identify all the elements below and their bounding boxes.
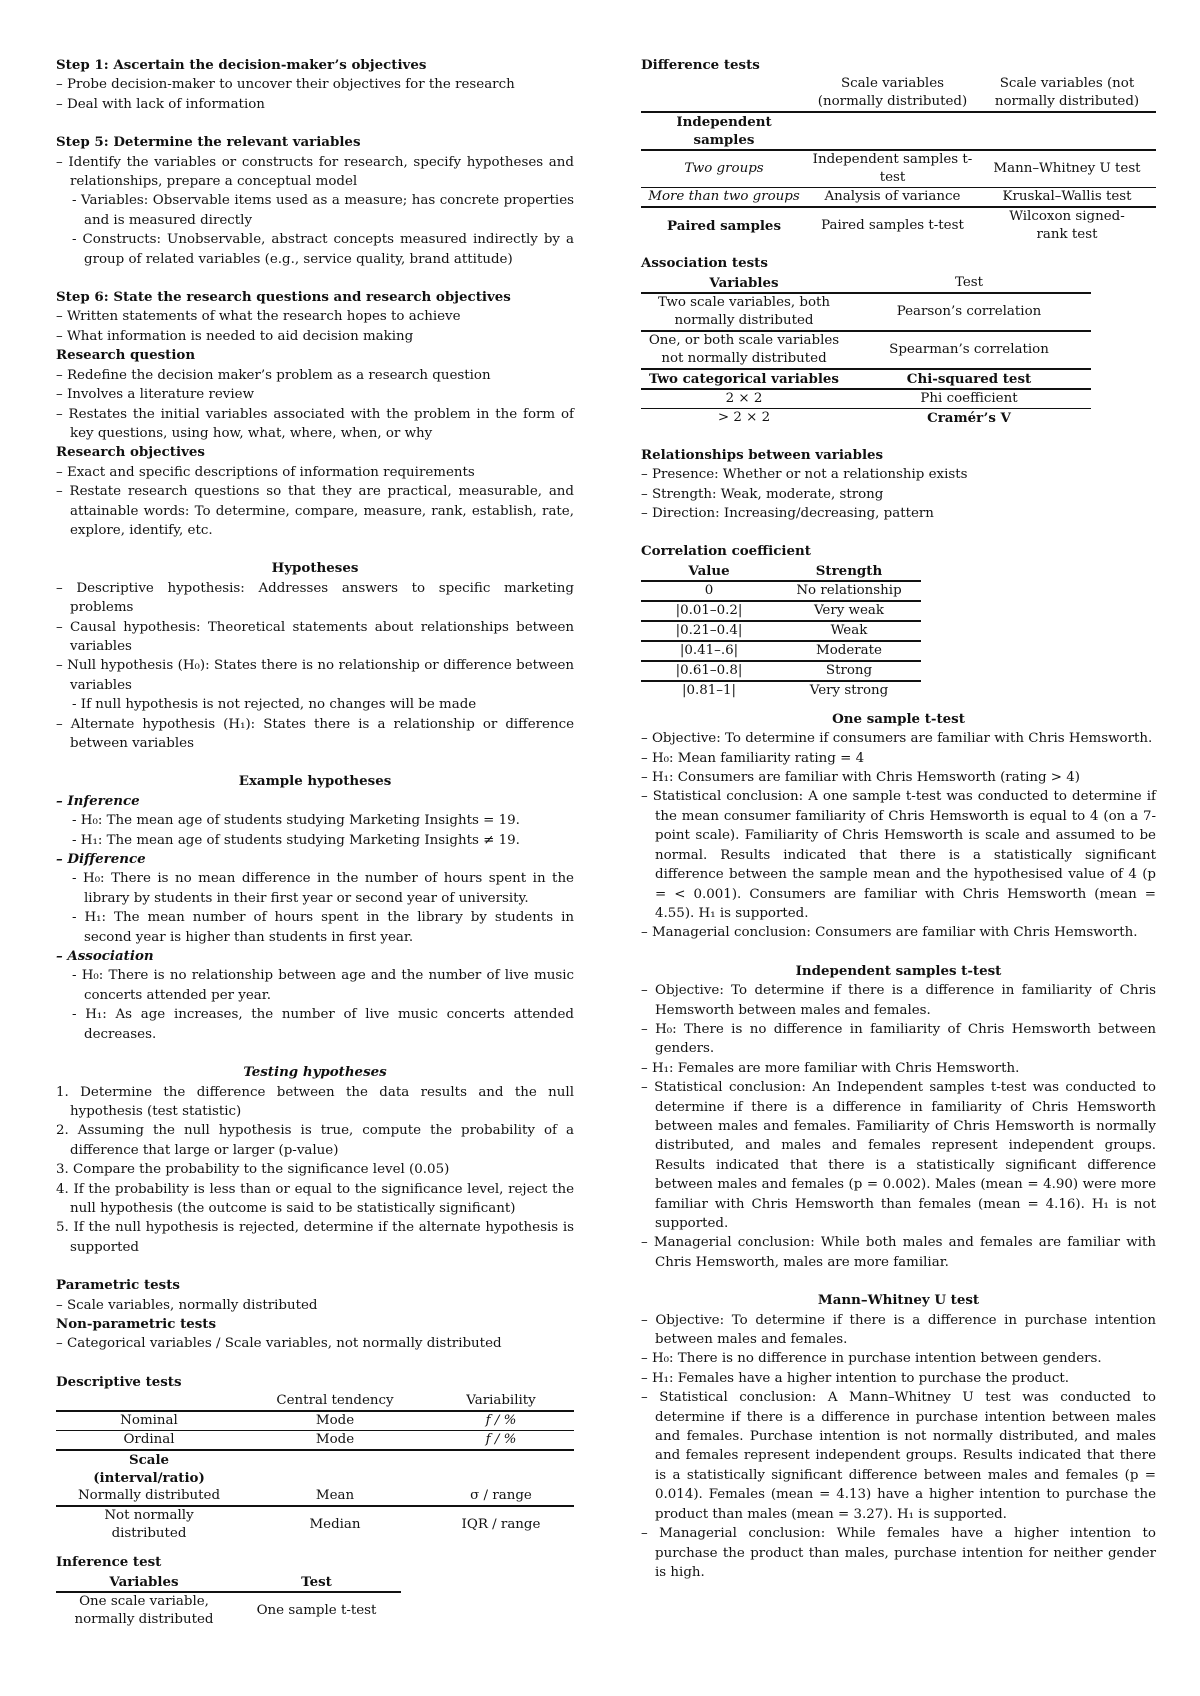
table-cell: Median xyxy=(309,1517,361,1533)
descriptive-tests-title: Descriptive tests xyxy=(56,1373,182,1390)
hypothesis-item: – Descriptive hypothesis: Addresses answers to specific marketing problems xyxy=(56,580,574,616)
table-cell: Strong xyxy=(825,662,873,678)
right-column xyxy=(641,56,1156,1582)
relationship-item: – Direction: Increasing/decreasing, pattern xyxy=(641,506,934,522)
difference-tests-title: Difference tests xyxy=(641,57,760,73)
example-item: - H₁: The mean age of students studying Marketing Insights ≠ 19. xyxy=(72,832,520,848)
table-row xyxy=(56,1411,574,1431)
relationships-title: Relationships between variables xyxy=(641,446,884,463)
table-cell: One, or both scale variables not normally distributed xyxy=(648,332,840,366)
table-header: Strength xyxy=(815,562,883,579)
table-cell xyxy=(242,1450,428,1487)
testing-step: 5. If the null hypothesis is rejected, determine if the alternate hypothesis is supported xyxy=(56,1220,574,1255)
independent-item: – Statistical conclusion: An Independent samples t-test was conducted to determine if there is a difference in familiarity of Chris Hemsworth between males and females. Familiarity of Chris Hemsworth is normally distributed, and males and females represent independent groups. Results indicated that there is a statistically significant difference between males and females (p = 0.002). Males (mean = 4.90) were more familiar with Chris Hemsworth than females (mean = 4.16). H₁ is not supported. xyxy=(641,1080,1156,1231)
step5-item: – Identify the variables or constructs for research, specify hypotheses and relationships, prepare a conceptual model xyxy=(56,154,574,190)
table-cell: Mode xyxy=(315,1432,355,1448)
table-cell: Chi-squared test xyxy=(906,370,1032,387)
table-row xyxy=(641,581,921,601)
table-row xyxy=(56,1506,574,1543)
table-row xyxy=(641,389,1091,409)
independent-item: – H₁: Females are more familiar with Chris Hemsworth. xyxy=(641,1060,1020,1076)
table-cell: Mean xyxy=(315,1488,355,1504)
hypothesis-sub: - If null hypothesis is not rejected, no changes will be made xyxy=(72,697,477,713)
table-cell: Very weak xyxy=(813,602,885,618)
table-cell: f / % xyxy=(485,1413,517,1429)
table-cell: |0.01–0.2| xyxy=(675,602,743,618)
table-cell: Paired samples xyxy=(667,218,781,235)
parametric-item: – Scale variables, normally distributed xyxy=(56,1297,318,1313)
table-row xyxy=(56,1450,574,1487)
table-header xyxy=(56,1392,242,1411)
one-sample-title: One sample t-test xyxy=(832,710,965,727)
table-header: Scale variables (not normally distributed) xyxy=(994,76,1140,110)
step6-item: – What information is needed to aid decision making xyxy=(56,328,414,344)
example-item: - H₀: There is no mean difference in the number of hours spent in the library by students in their first year or second year of university. xyxy=(72,871,574,906)
inference-test-title: Inference test xyxy=(56,1554,162,1571)
independent-title: Independent samples t-test xyxy=(795,962,1002,979)
table-row xyxy=(641,661,921,681)
table-header: Variability xyxy=(466,1393,536,1409)
hypothesis-item: – Alternate hypothesis (H₁): States there is a relationship or difference between variables xyxy=(56,716,574,751)
table-cell: Two groups xyxy=(684,161,764,177)
one-sample-item: – Objective: To determine if consumers are familiar with Chris Hemsworth. xyxy=(641,731,1153,747)
table-row xyxy=(641,621,921,641)
table-header: Central tendency xyxy=(276,1393,394,1409)
mann-whitney-item: – Statistical conclusion: A Mann–Whitney U test was conducted to determine if there is a difference in purchase intention between males and females. Purchase intention is not normally distributed, and males and females represent independent groups. Results indicated that there is a statistically significant difference between males and females (p = 0.014). Females (mean = 4.13) have a higher intention to purchase the product than males (mean = 3.27). H₁ is supported. xyxy=(641,1390,1156,1522)
hypothesis-item: – Causal hypothesis: Theoretical statements about relationships between variables xyxy=(56,619,574,654)
table-cell: Two categorical variables xyxy=(649,370,839,387)
table-header: Test xyxy=(301,1573,332,1590)
table-cell: Very strong xyxy=(809,682,889,698)
table-row xyxy=(641,369,1091,389)
independent-item: – Objective: To determine if there is a difference in familiarity of Chris Hemsworth between males and females. xyxy=(641,983,1156,1018)
table-cell: Scale (interval/ratio) xyxy=(93,1452,205,1487)
difference-label: – Difference xyxy=(56,851,146,868)
table-cell: Not normally distributed xyxy=(104,1508,194,1542)
table-cell: Normally distributed xyxy=(77,1488,221,1504)
step5-sub: - Constructs: Unobservable, abstract concepts measured indirectly by a group of related variables (e.g., service quality, brand attitude) xyxy=(72,232,574,267)
table-cell: Two scale variables, both normally distributed xyxy=(657,294,831,328)
parametric-title: Parametric tests xyxy=(56,1277,180,1294)
table-row xyxy=(641,641,921,661)
table-row xyxy=(641,112,1156,150)
correlation-table xyxy=(641,562,921,700)
table-cell: More than two groups xyxy=(648,189,800,205)
table-cell xyxy=(428,1450,574,1487)
table-row xyxy=(56,1592,401,1629)
table-cell: Weak xyxy=(830,622,868,638)
table-row xyxy=(641,331,1091,369)
table-row xyxy=(641,293,1091,331)
table-cell: Ordinal xyxy=(123,1432,175,1448)
table-cell: Analysis of variance xyxy=(824,189,961,205)
mann-whitney-item: – Managerial conclusion: While females have a higher intention to purchase the product than males, purchase intention for neither gender is high. xyxy=(641,1526,1156,1580)
rq-item: – Involves a literature review xyxy=(56,387,255,403)
rq-item: – Restates the initial variables associated with the problem in the form of key questions, using how, what, where, when, or why xyxy=(56,406,574,441)
table-cell: Nominal xyxy=(120,1413,178,1429)
table-cell: One scale variable, normally distributed xyxy=(74,1593,214,1627)
table-cell: Phi coefficient xyxy=(920,390,1018,406)
table-cell: > 2 × 2 xyxy=(717,409,771,425)
example-item: - H₁: As age increases, the number of live music concerts attended decreases. xyxy=(72,1007,574,1042)
nonparametric-title: Non-parametric tests xyxy=(56,1315,217,1332)
table-row xyxy=(641,681,921,700)
table-row xyxy=(641,408,1091,427)
example-hypotheses-title: Example hypotheses xyxy=(238,773,392,790)
table-row xyxy=(641,207,1156,244)
ro-item: – Restate research questions so that they are practical, measurable, and attainable words: To determine, compare, measure, rank, establish, rate, explore, identify, etc. xyxy=(56,484,574,538)
table-row xyxy=(641,601,921,621)
association-tests-title: Association tests xyxy=(641,255,768,272)
table-cell: Moderate xyxy=(816,642,882,658)
table-row xyxy=(641,188,1156,208)
descriptive-tests-table xyxy=(56,1392,574,1543)
rq-item: – Redefine the decision maker’s problem as a research question xyxy=(56,367,491,383)
independent-item: – H₀: There is no difference in familiarity of Chris Hemsworth between genders. xyxy=(641,1021,1156,1057)
mann-whitney-item: – Objective: To determine if there is a difference in purchase intention between males and females. xyxy=(641,1312,1156,1348)
hypothesis-item: – Null hypothesis (H₀): States there is no relationship or difference between variables xyxy=(56,658,574,693)
research-objectives-title: Research objectives xyxy=(56,444,205,461)
table-section: Independent samples xyxy=(676,114,772,149)
step5-title: Step 5: Determine the relevant variables xyxy=(56,134,361,151)
table-row xyxy=(56,1487,574,1506)
testing-hypotheses-title: Testing hypotheses xyxy=(243,1064,387,1081)
table-cell: σ / range xyxy=(470,1488,532,1504)
testing-step: 1. Determine the difference between the data results and the null hypothesis (test statistic) xyxy=(56,1084,574,1119)
one-sample-item: – H₀: Mean familiarity rating = 4 xyxy=(641,750,865,766)
step1-item: – Deal with lack of information xyxy=(56,96,265,112)
table-cell: IQR / range xyxy=(461,1517,541,1533)
table-row xyxy=(56,1431,574,1451)
step1-item: – Probe decision-maker to uncover their objectives for the research xyxy=(56,77,515,93)
step6-title: Step 6: State the research questions and research objectives xyxy=(56,289,511,306)
hypotheses-title: Hypotheses xyxy=(271,560,359,577)
table-cell: Spearman’s correlation xyxy=(889,341,1049,357)
nonparametric-item: – Categorical variables / Scale variables, not normally distributed xyxy=(56,1336,502,1352)
mann-whitney-title: Mann–Whitney U test xyxy=(817,1292,980,1309)
ro-item: – Exact and specific descriptions of information requirements xyxy=(56,464,475,480)
testing-step: 4. If the probability is less than or equal to the significance level, reject the null hypothesis (the outcome is said to be statistically significant) xyxy=(56,1181,574,1216)
association-label: – Association xyxy=(56,948,154,965)
table-cell: 2 × 2 xyxy=(725,390,763,406)
step1-title: Step 1: Ascertain the decision-maker’s objectives xyxy=(56,57,427,73)
table-header: Variables xyxy=(109,1573,179,1590)
table-header: Scale variables (normally distributed) xyxy=(817,76,968,110)
inference-label: – Inference xyxy=(56,792,140,809)
association-tests-table xyxy=(641,274,1091,427)
table-cell: Cramér’s V xyxy=(927,409,1011,426)
left-column xyxy=(56,56,574,1629)
table-header xyxy=(641,75,807,112)
table-header: Test xyxy=(954,274,984,290)
one-sample-item: – H₁: Consumers are familiar with Chris Hemsworth (rating > 4) xyxy=(641,770,1081,786)
table-cell: |0.81–1| xyxy=(681,682,737,698)
table-cell: |0.21–0.4| xyxy=(675,622,743,638)
step5-sub: - Variables: Observable items used as a measure; has concrete properties and is measured directly xyxy=(72,193,574,228)
example-item: - H₁: The mean number of hours spent in the library by students in second year is higher than students in first year. xyxy=(72,910,574,945)
table-cell: 0 xyxy=(704,582,714,598)
mann-whitney-item: – H₀: There is no difference in purchase intention between genders. xyxy=(641,1351,1102,1367)
table-cell: Mann–Whitney U test xyxy=(993,161,1141,177)
example-item: - H₀: The mean age of students studying Marketing Insights = 19. xyxy=(72,813,520,829)
table-cell: f / % xyxy=(485,1432,517,1448)
testing-step: 3. Compare the probability to the significance level (0.05) xyxy=(56,1162,450,1178)
table-cell: Independent samples t-test xyxy=(812,152,973,186)
research-question-title: Research question xyxy=(56,347,196,364)
table-cell: No relationship xyxy=(796,582,902,598)
table-cell: Paired samples t-test xyxy=(821,218,964,234)
table-cell: |0.41–.6| xyxy=(679,642,739,658)
table-cell: Mode xyxy=(315,1413,355,1429)
table-cell: |0.61–0.8| xyxy=(675,662,743,678)
table-cell xyxy=(978,112,1156,150)
testing-step: 2. Assuming the null hypothesis is true, compute the probability of a difference that large or larger (p-value) xyxy=(56,1123,574,1158)
table-row xyxy=(641,150,1156,188)
independent-item: – Managerial conclusion: While both males and females are familiar with Chris Hemsworth, males are more familiar. xyxy=(641,1235,1156,1270)
relationship-item: – Strength: Weak, moderate, strong xyxy=(641,486,884,502)
inference-test-table xyxy=(56,1573,401,1629)
table-cell: Wilcoxon signed-rank test xyxy=(1009,209,1125,243)
table-header: Variables xyxy=(709,274,779,291)
example-item: - H₀: There is no relationship between age and the number of live music concerts attended per year. xyxy=(72,968,574,1003)
one-sample-item: – Managerial conclusion: Consumers are familiar with Chris Hemsworth. xyxy=(641,925,1138,941)
table-header: Value xyxy=(688,562,730,579)
one-sample-item: – Statistical conclusion: A one sample t-test was conducted to determine if the mean consumer familiarity of Chris Hemsworth is equal to 4 (on a 7-point scale). Familiarity of Chris Hemsworth is scale and assumed to be normal. Results indicated that there is a statistically significant difference between the sample mean and the hypothesised value of 4 (p = < 0.001). Consumers are familiar with Chris Hemsworth (mean = 4.55). H₁ is supported. xyxy=(641,789,1156,921)
step6-item: – Written statements of what the research hopes to achieve xyxy=(56,309,461,325)
table-cell: One sample t-test xyxy=(256,1602,377,1618)
difference-tests-table xyxy=(641,75,1156,244)
correlation-title: Correlation coefficient xyxy=(641,543,811,560)
mann-whitney-item: – H₁: Females have a higher intention to purchase the product. xyxy=(641,1370,1069,1386)
table-cell: Kruskal–Wallis test xyxy=(1002,189,1132,205)
table-cell xyxy=(807,112,978,150)
table-cell: Pearson’s correlation xyxy=(896,303,1042,319)
relationship-item: – Presence: Whether or not a relationship exists xyxy=(641,467,968,483)
